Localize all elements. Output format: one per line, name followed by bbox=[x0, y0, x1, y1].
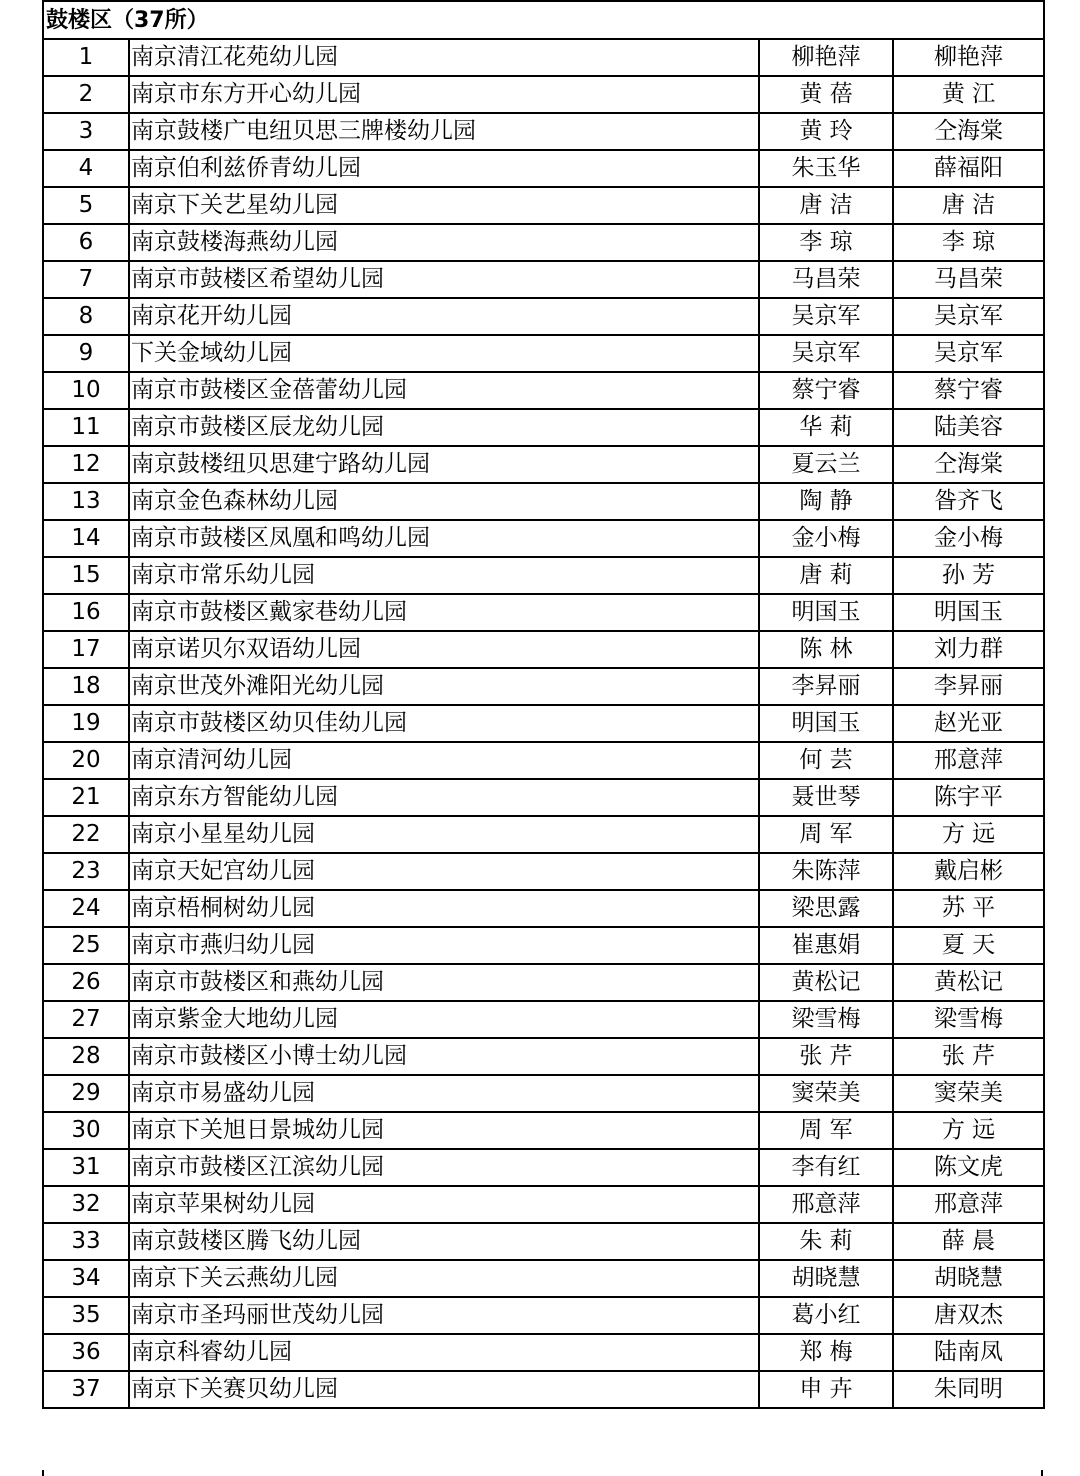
table-row bbox=[43, 705, 1044, 742]
table-row bbox=[43, 224, 1044, 261]
person-2: 陆美容 bbox=[893, 409, 1044, 446]
person-2: 梁雪梅 bbox=[893, 1001, 1044, 1038]
person-1: 朱玉华 bbox=[759, 150, 893, 187]
person-2: 昝齐飞 bbox=[893, 483, 1044, 520]
table-row bbox=[43, 298, 1044, 335]
row-number: 6 bbox=[43, 224, 129, 261]
person-2: 黄 江 bbox=[893, 76, 1044, 113]
table-body bbox=[43, 1, 1044, 1408]
kindergarten-name: 南京市燕归幼儿园 bbox=[129, 927, 759, 964]
table-row bbox=[43, 113, 1044, 150]
kindergarten-name: 南京梧桐树幼儿园 bbox=[129, 890, 759, 927]
person-1: 梁思露 bbox=[759, 890, 893, 927]
row-number: 12 bbox=[43, 446, 129, 483]
kindergarten-name: 南京市鼓楼区和燕幼儿园 bbox=[129, 964, 759, 1001]
table-row bbox=[43, 1075, 1044, 1112]
row-number: 20 bbox=[43, 742, 129, 779]
person-1: 唐 莉 bbox=[759, 557, 893, 594]
person-1: 明国玉 bbox=[759, 705, 893, 742]
table-row bbox=[43, 1112, 1044, 1149]
kindergarten-name: 南京下关赛贝幼儿园 bbox=[129, 1371, 759, 1408]
person-1: 张 芹 bbox=[759, 1038, 893, 1075]
table-row bbox=[43, 816, 1044, 853]
row-number: 30 bbox=[43, 1112, 129, 1149]
person-1: 金小梅 bbox=[759, 520, 893, 557]
kindergarten-name: 南京紫金大地幼儿园 bbox=[129, 1001, 759, 1038]
person-1: 李 琼 bbox=[759, 224, 893, 261]
person-1: 黄 蓓 bbox=[759, 76, 893, 113]
row-number: 15 bbox=[43, 557, 129, 594]
table-row bbox=[43, 1186, 1044, 1223]
person-2: 薛福阳 bbox=[893, 150, 1044, 187]
row-number: 25 bbox=[43, 927, 129, 964]
row-number: 28 bbox=[43, 1038, 129, 1075]
row-number: 2 bbox=[43, 76, 129, 113]
person-2: 李 琼 bbox=[893, 224, 1044, 261]
person-2: 戴启彬 bbox=[893, 853, 1044, 890]
row-number: 3 bbox=[43, 113, 129, 150]
table-row bbox=[43, 1223, 1044, 1260]
person-1: 朱 莉 bbox=[759, 1223, 893, 1260]
row-number: 8 bbox=[43, 298, 129, 335]
person-2: 苏 平 bbox=[893, 890, 1044, 927]
table-row bbox=[43, 76, 1044, 113]
table-row bbox=[43, 853, 1044, 890]
table-continuation-edge bbox=[42, 1470, 1043, 1476]
table-row bbox=[43, 1260, 1044, 1297]
table-row bbox=[43, 779, 1044, 816]
district-title: 鼓楼区（37所） bbox=[43, 1, 1044, 39]
person-2: 方 远 bbox=[893, 1112, 1044, 1149]
person-2: 仝海棠 bbox=[893, 113, 1044, 150]
table-row bbox=[43, 483, 1044, 520]
table-row bbox=[43, 1001, 1044, 1038]
person-1: 李有红 bbox=[759, 1149, 893, 1186]
kindergarten-name: 南京鼓楼区腾飞幼儿园 bbox=[129, 1223, 759, 1260]
kindergarten-name: 南京市鼓楼区凤凰和鸣幼儿园 bbox=[129, 520, 759, 557]
person-1: 华 莉 bbox=[759, 409, 893, 446]
kindergarten-name: 南京东方智能幼儿园 bbox=[129, 779, 759, 816]
person-2: 明国玉 bbox=[893, 594, 1044, 631]
kindergarten-name: 下关金域幼儿园 bbox=[129, 335, 759, 372]
person-2: 蔡宁睿 bbox=[893, 372, 1044, 409]
person-2: 陆南凤 bbox=[893, 1334, 1044, 1371]
person-1: 陈 林 bbox=[759, 631, 893, 668]
person-1: 明国玉 bbox=[759, 594, 893, 631]
row-number: 33 bbox=[43, 1223, 129, 1260]
row-number: 24 bbox=[43, 890, 129, 927]
person-1: 胡晓慧 bbox=[759, 1260, 893, 1297]
person-1: 梁雪梅 bbox=[759, 1001, 893, 1038]
row-number: 27 bbox=[43, 1001, 129, 1038]
kindergarten-name: 南京世茂外滩阳光幼儿园 bbox=[129, 668, 759, 705]
table-row bbox=[43, 261, 1044, 298]
table-row bbox=[43, 187, 1044, 224]
kindergarten-name: 南京市圣玛丽世茂幼儿园 bbox=[129, 1297, 759, 1334]
person-2: 唐 洁 bbox=[893, 187, 1044, 224]
table-header-row bbox=[43, 1, 1044, 39]
row-number: 32 bbox=[43, 1186, 129, 1223]
person-1: 聂世琴 bbox=[759, 779, 893, 816]
kindergarten-name: 南京天妃宫幼儿园 bbox=[129, 853, 759, 890]
kindergarten-name: 南京鼓楼广电纽贝思三牌楼幼儿园 bbox=[129, 113, 759, 150]
kindergarten-name: 南京下关云燕幼儿园 bbox=[129, 1260, 759, 1297]
table-row bbox=[43, 409, 1044, 446]
kindergarten-name: 南京市鼓楼区小博士幼儿园 bbox=[129, 1038, 759, 1075]
person-1: 李昇丽 bbox=[759, 668, 893, 705]
person-2: 窦荣美 bbox=[893, 1075, 1044, 1112]
person-2: 金小梅 bbox=[893, 520, 1044, 557]
kindergarten-table bbox=[42, 0, 1045, 1409]
person-2: 李昇丽 bbox=[893, 668, 1044, 705]
kindergarten-name: 南京金色森林幼儿园 bbox=[129, 483, 759, 520]
kindergarten-name: 南京苹果树幼儿园 bbox=[129, 1186, 759, 1223]
table-row bbox=[43, 1297, 1044, 1334]
person-1: 吴京军 bbox=[759, 298, 893, 335]
table-row bbox=[43, 446, 1044, 483]
kindergarten-name: 南京小星星幼儿园 bbox=[129, 816, 759, 853]
kindergarten-name: 南京市鼓楼区幼贝佳幼儿园 bbox=[129, 705, 759, 742]
person-2: 薛 晨 bbox=[893, 1223, 1044, 1260]
kindergarten-name: 南京市鼓楼区金蓓蕾幼儿园 bbox=[129, 372, 759, 409]
kindergarten-name: 南京下关艺星幼儿园 bbox=[129, 187, 759, 224]
person-1: 周 军 bbox=[759, 1112, 893, 1149]
row-number: 9 bbox=[43, 335, 129, 372]
person-1: 朱陈萍 bbox=[759, 853, 893, 890]
person-1: 陶 静 bbox=[759, 483, 893, 520]
row-number: 5 bbox=[43, 187, 129, 224]
table-row bbox=[43, 1038, 1044, 1075]
person-1: 马昌荣 bbox=[759, 261, 893, 298]
person-1: 蔡宁睿 bbox=[759, 372, 893, 409]
row-number: 7 bbox=[43, 261, 129, 298]
person-1: 夏云兰 bbox=[759, 446, 893, 483]
person-2: 刘力群 bbox=[893, 631, 1044, 668]
kindergarten-name: 南京市鼓楼区戴家巷幼儿园 bbox=[129, 594, 759, 631]
table-row bbox=[43, 520, 1044, 557]
person-1: 柳艳萍 bbox=[759, 39, 893, 76]
person-2: 陈宇平 bbox=[893, 779, 1044, 816]
person-2: 胡晓慧 bbox=[893, 1260, 1044, 1297]
row-number: 4 bbox=[43, 150, 129, 187]
kindergarten-name: 南京市鼓楼区江滨幼儿园 bbox=[129, 1149, 759, 1186]
table-row bbox=[43, 335, 1044, 372]
person-2: 柳艳萍 bbox=[893, 39, 1044, 76]
person-2: 张 芹 bbox=[893, 1038, 1044, 1075]
row-number: 19 bbox=[43, 705, 129, 742]
kindergarten-name: 南京科睿幼儿园 bbox=[129, 1334, 759, 1371]
person-1: 黄 玲 bbox=[759, 113, 893, 150]
row-number: 34 bbox=[43, 1260, 129, 1297]
table-row bbox=[43, 964, 1044, 1001]
person-1: 吴京军 bbox=[759, 335, 893, 372]
person-1: 申 卉 bbox=[759, 1371, 893, 1408]
kindergarten-table-sheet bbox=[42, 0, 1043, 1409]
person-2: 孙 芳 bbox=[893, 557, 1044, 594]
row-number: 13 bbox=[43, 483, 129, 520]
table-row bbox=[43, 39, 1044, 76]
person-2: 赵光亚 bbox=[893, 705, 1044, 742]
row-number: 17 bbox=[43, 631, 129, 668]
row-number: 29 bbox=[43, 1075, 129, 1112]
person-1: 邢意萍 bbox=[759, 1186, 893, 1223]
kindergarten-name: 南京诺贝尔双语幼儿园 bbox=[129, 631, 759, 668]
kindergarten-name: 南京市易盛幼儿园 bbox=[129, 1075, 759, 1112]
row-number: 31 bbox=[43, 1149, 129, 1186]
row-number: 21 bbox=[43, 779, 129, 816]
kindergarten-name: 南京清河幼儿园 bbox=[129, 742, 759, 779]
table-row bbox=[43, 890, 1044, 927]
person-1: 何 芸 bbox=[759, 742, 893, 779]
person-2: 陈文虎 bbox=[893, 1149, 1044, 1186]
row-number: 37 bbox=[43, 1371, 129, 1408]
person-1: 崔惠娟 bbox=[759, 927, 893, 964]
kindergarten-name: 南京鼓楼海燕幼儿园 bbox=[129, 224, 759, 261]
table-row bbox=[43, 594, 1044, 631]
person-2: 邢意萍 bbox=[893, 742, 1044, 779]
table-row bbox=[43, 150, 1044, 187]
person-1: 窦荣美 bbox=[759, 1075, 893, 1112]
row-number: 10 bbox=[43, 372, 129, 409]
person-1: 葛小红 bbox=[759, 1297, 893, 1334]
row-number: 16 bbox=[43, 594, 129, 631]
person-2: 马昌荣 bbox=[893, 261, 1044, 298]
table-row bbox=[43, 372, 1044, 409]
person-2: 吴京军 bbox=[893, 298, 1044, 335]
row-number: 22 bbox=[43, 816, 129, 853]
row-number: 23 bbox=[43, 853, 129, 890]
table-row bbox=[43, 742, 1044, 779]
row-number: 26 bbox=[43, 964, 129, 1001]
row-number: 1 bbox=[43, 39, 129, 76]
row-number: 18 bbox=[43, 668, 129, 705]
person-1: 郑 梅 bbox=[759, 1334, 893, 1371]
person-1: 周 军 bbox=[759, 816, 893, 853]
row-number: 35 bbox=[43, 1297, 129, 1334]
table-row bbox=[43, 631, 1044, 668]
kindergarten-name: 南京市鼓楼区希望幼儿园 bbox=[129, 261, 759, 298]
person-2: 吴京军 bbox=[893, 335, 1044, 372]
kindergarten-name: 南京鼓楼纽贝思建宁路幼儿园 bbox=[129, 446, 759, 483]
person-1: 唐 洁 bbox=[759, 187, 893, 224]
table-row bbox=[43, 1334, 1044, 1371]
table-row bbox=[43, 668, 1044, 705]
person-2: 邢意萍 bbox=[893, 1186, 1044, 1223]
table-row bbox=[43, 1149, 1044, 1186]
kindergarten-name: 南京市东方开心幼儿园 bbox=[129, 76, 759, 113]
kindergarten-name: 南京花开幼儿园 bbox=[129, 298, 759, 335]
table-row bbox=[43, 557, 1044, 594]
table-row bbox=[43, 927, 1044, 964]
kindergarten-name: 南京清江花苑幼儿园 bbox=[129, 39, 759, 76]
person-1: 黄松记 bbox=[759, 964, 893, 1001]
person-2: 仝海棠 bbox=[893, 446, 1044, 483]
kindergarten-name: 南京市常乐幼儿园 bbox=[129, 557, 759, 594]
person-2: 朱同明 bbox=[893, 1371, 1044, 1408]
kindergarten-name: 南京伯利兹侨青幼儿园 bbox=[129, 150, 759, 187]
person-2: 夏 天 bbox=[893, 927, 1044, 964]
kindergarten-name: 南京下关旭日景城幼儿园 bbox=[129, 1112, 759, 1149]
person-2: 方 远 bbox=[893, 816, 1044, 853]
kindergarten-name: 南京市鼓楼区辰龙幼儿园 bbox=[129, 409, 759, 446]
row-number: 11 bbox=[43, 409, 129, 446]
table-row bbox=[43, 1371, 1044, 1408]
person-2: 唐双杰 bbox=[893, 1297, 1044, 1334]
row-number: 14 bbox=[43, 520, 129, 557]
person-2: 黄松记 bbox=[893, 964, 1044, 1001]
row-number: 36 bbox=[43, 1334, 129, 1371]
